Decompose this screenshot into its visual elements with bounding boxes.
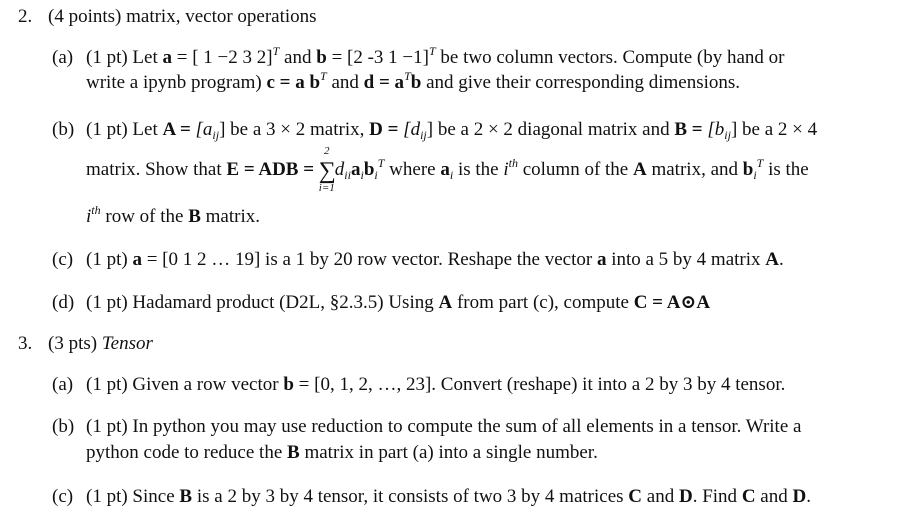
q2c-line: (1 pt) a = [0 1 2 … 19] is a 1 by 20 row vector. Reshape the vector a into a 5 by 4 matrix A. [86,249,784,270]
q2-number: 2. [18,6,33,27]
summation-symbol: 2 ∑ i=1 [318,145,336,194]
q2b-line2: matrix. Show that E = ADB = 2 ∑ i=1 $d_{ii}a_ib_i^T$ where $a_i$ is the $i^{th}$ column of the A matrix, and $b_i^T$ is the [86,145,809,194]
q2-title: (4 points) matrix, vector operations [48,6,317,27]
q2d-label: (d) [52,292,75,313]
q3a-line: (1 pt) Given a row vector b = [0, 1, 2, …, 23]. Convert (reshape) it into a 2 by 3 by 4 tensor. [86,374,786,395]
q2a-line1: (1 pt) Let a = [ 1 −2 3 2]$^T$ and b = [2 -3 1 −1]$^T$ be two column vectors. Compute (by hand or [86,44,785,68]
q3-title: (3 pts) Tensor [48,333,153,354]
q2c-label: (c) [52,249,74,270]
q3c-label: (c) [52,486,74,507]
q2b-label: (b) [52,119,75,140]
q3-number: 3. [18,333,33,354]
q3b-line2: python code to reduce the B matrix in part (a) into a single number. [86,442,598,463]
q2a-line2: write a ipynb program) c = a $b^T$ and $d = a^Tb$ and give their corresponding dimensions. [86,69,741,93]
q3a-label: (a) [52,374,74,395]
q3b-label: (b) [52,416,75,437]
q3b-line1: (1 pt) In python you may use reduction to compute the sum of all elements in a tensor. Write a [86,416,802,437]
q2d-line: (1 pt) Hadamard product (D2L, §2.3.5) Using A from part (c), compute C = A⊙A [86,292,711,313]
q3c-line: (1 pt) Since B is a 2 by 3 by 4 tensor, it consists of two 3 by 4 matrices C and D. Find C and D. [86,486,811,507]
q2a-label: (a) [52,47,74,68]
q2b-line1: (1 pt) Let $A = [a_{ij}]$ be a 3 × 2 matrix, $D = [d_{ij}]$ be a 2 × 2 diagonal matrix and $B = [b_{ij}]$ be a 2 × 4 [86,119,818,142]
q2b-line3: $i^{th}$ row of the B matrix. [86,203,261,227]
